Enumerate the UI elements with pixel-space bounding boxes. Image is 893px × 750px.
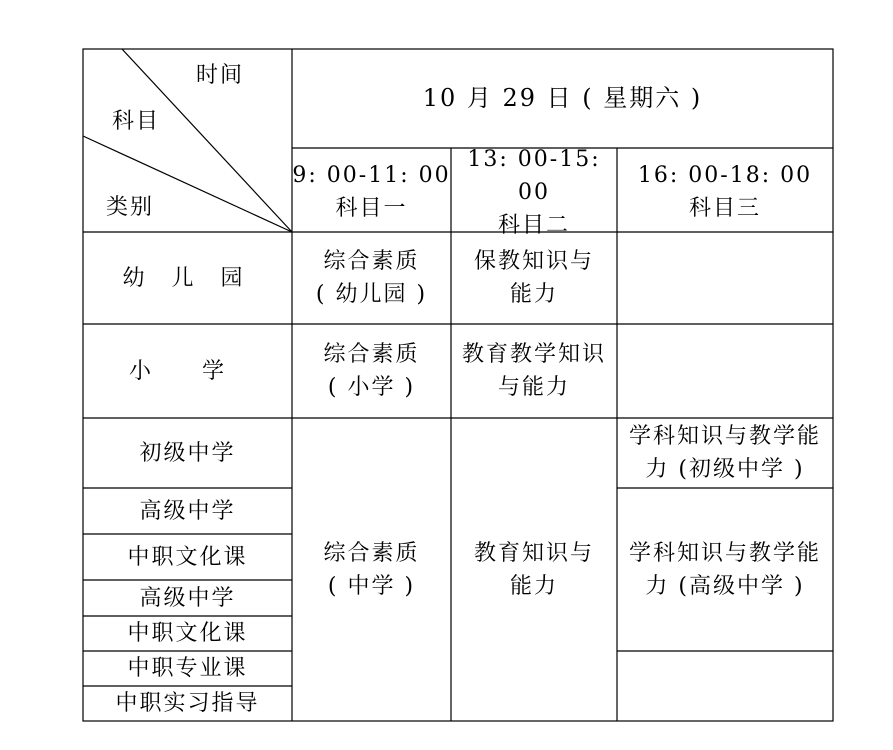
primary-subject-2 [451, 324, 617, 418]
exam-date-header: 10 月 29 日 ( 星期六 ) [422, 84, 703, 112]
cell-line: 保教知识与 [473, 249, 594, 274]
slot-2-header [451, 146, 617, 238]
cell-line: 学科知识与教学能 [628, 424, 821, 449]
cell-line: 学科知识与教学能 [628, 540, 821, 566]
primary-subject-1 [292, 324, 451, 418]
cell-line: 综合素质 [323, 342, 420, 367]
cell-line: 能力 [509, 282, 558, 307]
cell-line: ( 中学 ) [327, 573, 416, 599]
category-vocational-internship: 中职实习指导 [115, 691, 260, 716]
category-vocational-professional: 中职专业课 [127, 656, 248, 681]
cell-line: 与能力 [497, 375, 570, 400]
corner-time-label: 时间 [195, 62, 244, 88]
category-vocational-culture-1: 中职文化课 [127, 544, 248, 570]
category-vocational-culture-2: 中职文化课 [127, 621, 248, 646]
slot-1-subject: 科目一 [335, 196, 408, 221]
senior-high-subject-3 [617, 488, 833, 651]
corner-subject-label: 科目 [111, 108, 160, 134]
middle-school-subject-2 [451, 418, 617, 721]
corner-category-label: 类别 [105, 194, 154, 220]
cell-line: 教育教学知识 [461, 342, 606, 367]
slot-3-subject: 科目三 [688, 196, 761, 221]
slot-1-header [292, 152, 451, 232]
cell-line: 综合素质 [323, 249, 420, 274]
category-junior-high: 初级中学 [139, 440, 236, 466]
kindergarten-subject-1 [292, 232, 451, 324]
cell-line: 能力 [509, 573, 558, 599]
slot-2-subject: 科目二 [497, 212, 570, 238]
cell-line: 综合素质 [323, 540, 420, 566]
category-primary: 小 学 [129, 358, 246, 384]
middle-school-subject-1 [292, 418, 451, 721]
slot-1-time: 9: 00-11: 00 [292, 163, 451, 188]
slot-3-time: 16: 00-18: 00 [637, 163, 813, 188]
category-kindergarten: 幼 儿 园 [122, 265, 253, 291]
junior-high-subject-3 [617, 418, 833, 488]
slot-2-time: 13: 00-15: 00 [467, 146, 601, 205]
cell-line: ( 幼儿园 ) [315, 282, 428, 307]
cell-line: ( 小学 ) [327, 375, 416, 400]
kindergarten-subject-2 [451, 232, 617, 324]
cell-line: 教育知识与 [473, 540, 594, 566]
cell-line: 力 (初级中学 ) [645, 457, 805, 482]
category-senior-high-2: 高级中学 [139, 585, 236, 611]
slot-3-header [617, 152, 833, 232]
cell-line: 力 (高级中学 ) [645, 573, 805, 599]
category-senior-high-1: 高级中学 [139, 498, 236, 524]
